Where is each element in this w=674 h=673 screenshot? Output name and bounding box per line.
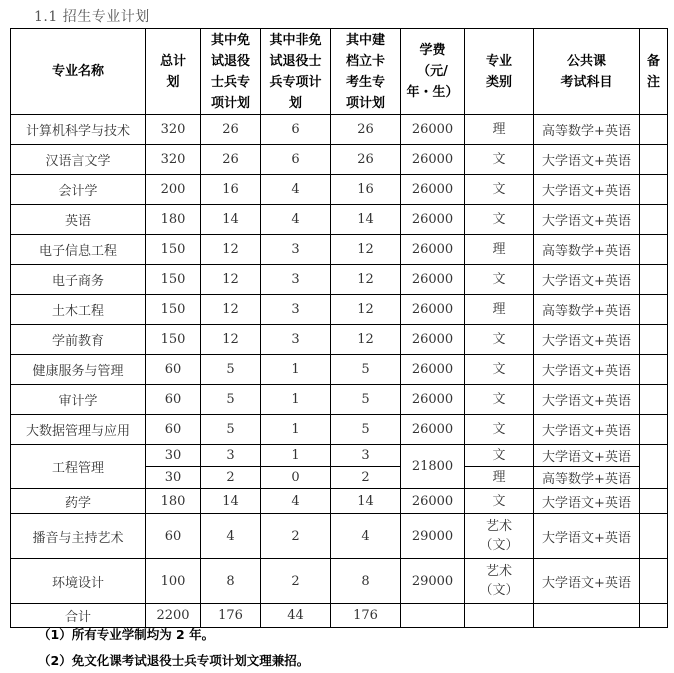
cell-subjects: 大学语文+英语 [534,559,640,604]
cell-exempt: 26 [201,115,261,145]
cell-subjects: 大学语文+英语 [534,175,640,205]
header-subjects: 公共课 考试科目 [534,29,640,115]
cell-category: 文 [465,355,534,385]
cell-subjects: 高等数学+英语 [534,467,640,489]
cell-remark [640,175,668,205]
cell-subjects: 大学语文+英语 [534,325,640,355]
cell-subjects: 高等数学+英语 [534,115,640,145]
cell-total: 320 [146,115,201,145]
cell-total: 180 [146,205,201,235]
cell-poverty: 5 [331,355,401,385]
header-remark: 备 注 [640,29,668,115]
cell-fee: 26000 [401,385,465,415]
cell-total: 150 [146,325,201,355]
cell-subjects: 高等数学+英语 [534,295,640,325]
cell-poverty: 26 [331,115,401,145]
cell-nonexempt: 1 [261,445,331,467]
cell-major: 电子信息工程 [11,235,146,265]
cell-fee: 26000 [401,235,465,265]
cell-subjects: 大学语文+英语 [534,415,640,445]
cell-poverty: 26 [331,145,401,175]
cell-subjects: 大学语文+英语 [534,355,640,385]
table-row [11,559,668,604]
cell-major: 计算机科学与技术 [11,115,146,145]
table-total-row [11,604,668,628]
cell-nonexempt: 6 [261,115,331,145]
cell-major: 汉语言文学 [11,145,146,175]
cell-exempt: 5 [201,355,261,385]
cell-remark [640,355,668,385]
cell-exempt: 12 [201,235,261,265]
cell-nonexempt: 1 [261,385,331,415]
cell-major: 土木工程 [11,295,146,325]
table-row [11,445,668,467]
cell-category: 文 [465,415,534,445]
cell-remark [640,205,668,235]
cell-poverty: 14 [331,489,401,514]
cell-category: 理 [465,467,534,489]
cell-category: 文 [465,385,534,415]
cell-poverty: 5 [331,385,401,415]
cell-nonexempt: 3 [261,265,331,295]
cell-total: 150 [146,265,201,295]
cell-subjects [534,604,640,628]
cell-major: 会计学 [11,175,146,205]
cell-major: 大数据管理与应用 [11,415,146,445]
cell-nonexempt: 1 [261,415,331,445]
cell-exempt: 26 [201,145,261,175]
cell-category: 文 [465,489,534,514]
cell-remark [640,325,668,355]
cell-fee [401,604,465,628]
header-major: 专业名称 [11,29,146,115]
cell-total-label: 合计 [11,604,146,628]
table-row [11,325,668,355]
cell-poverty: 12 [331,295,401,325]
table-row [11,415,668,445]
cell-total: 60 [146,415,201,445]
header-total: 总计 划 [146,29,201,115]
cell-remark [640,489,668,514]
cell-fee: 26000 [401,205,465,235]
cell-nonexempt: 6 [261,145,331,175]
cell-remark [640,235,668,265]
table-row [11,235,668,265]
cell-remark [640,385,668,415]
cell-total: 100 [146,559,201,604]
cell-category: 文 [465,145,534,175]
cell-fee: 26000 [401,175,465,205]
enrollment-plan-table [10,28,668,628]
cell-category: 理 [465,235,534,265]
cell-fee: 29000 [401,559,465,604]
cell-remark [640,559,668,604]
cell-category: 文 [465,265,534,295]
page-title: 1.1 招生专业计划 [34,9,150,25]
cell-nonexempt: 1 [261,355,331,385]
cell-nonexempt: 3 [261,235,331,265]
cell-total: 60 [146,355,201,385]
cell-remark [640,415,668,445]
cell-remark [640,295,668,325]
cell-major: 健康服务与管理 [11,355,146,385]
cell-poverty: 2 [331,467,401,489]
cell-major: 药学 [11,489,146,514]
table-row [11,295,668,325]
cell-category: 理 [465,295,534,325]
cell-category: 艺术 （文） [465,559,534,604]
cell-nonexempt: 4 [261,489,331,514]
cell-subjects: 大学语文+英语 [534,385,640,415]
cell-total: 60 [146,514,201,559]
cell-poverty: 4 [331,514,401,559]
cell-total: 150 [146,235,201,265]
cell-exempt: 2 [201,467,261,489]
cell-remark [640,145,668,175]
cell-category [465,604,534,628]
cell-exempt: 14 [201,205,261,235]
cell-exempt: 12 [201,265,261,295]
cell-fee: 26000 [401,265,465,295]
cell-exempt: 8 [201,559,261,604]
cell-nonexempt: 44 [261,604,331,628]
cell-nonexempt: 3 [261,325,331,355]
cell-total: 150 [146,295,201,325]
cell-remark [640,445,668,489]
cell-total: 30 [146,445,201,467]
cell-exempt: 5 [201,385,261,415]
table-row [11,355,668,385]
header-poverty: 其中建 档立卡 考生专 项计划 [331,29,401,115]
cell-nonexempt: 4 [261,175,331,205]
cell-exempt: 176 [201,604,261,628]
cell-exempt: 12 [201,295,261,325]
cell-major: 英语 [11,205,146,235]
header-fee: 学费 （元/ 年・生） [401,29,465,115]
cell-exempt: 5 [201,415,261,445]
cell-total: 200 [146,175,201,205]
cell-poverty: 16 [331,175,401,205]
cell-total: 2200 [146,604,201,628]
cell-poverty: 12 [331,325,401,355]
table-header-row [11,29,668,115]
cell-nonexempt: 3 [261,295,331,325]
table-row [11,489,668,514]
table-row [11,115,668,145]
table-row [11,385,668,415]
cell-category: 文 [465,445,534,467]
cell-remark [640,265,668,295]
cell-major: 审计学 [11,385,146,415]
cell-poverty: 5 [331,415,401,445]
cell-fee: 26000 [401,415,465,445]
cell-exempt: 14 [201,489,261,514]
table-row [11,265,668,295]
cell-subjects: 大学语文+英语 [534,514,640,559]
cell-category: 艺术 （文） [465,514,534,559]
cell-subjects: 大学语文+英语 [534,265,640,295]
cell-exempt: 4 [201,514,261,559]
cell-major: 环境设计 [11,559,146,604]
table-row [11,514,668,559]
cell-fee: 26000 [401,115,465,145]
cell-major: 学前教育 [11,325,146,355]
cell-exempt: 3 [201,445,261,467]
cell-subjects: 大学语文+英语 [534,445,640,467]
cell-total: 60 [146,385,201,415]
cell-major: 电子商务 [11,265,146,295]
note-enrollment: （2）免文化课考试退役士兵专项计划文理兼招。 [38,653,310,668]
header-nonexempt: 其中非免 试退役士 兵专项计 划 [261,29,331,115]
cell-fee: 26000 [401,355,465,385]
cell-category: 文 [465,175,534,205]
cell-poverty: 3 [331,445,401,467]
cell-subjects: 大学语文+英语 [534,489,640,514]
cell-category: 文 [465,205,534,235]
cell-subjects: 大学语文+英语 [534,205,640,235]
cell-fee: 29000 [401,514,465,559]
cell-remark [640,604,668,628]
cell-fee: 26000 [401,145,465,175]
cell-total: 180 [146,489,201,514]
cell-total: 30 [146,467,201,489]
cell-subjects: 高等数学+英语 [534,235,640,265]
cell-exempt: 16 [201,175,261,205]
cell-nonexempt: 4 [261,205,331,235]
header-exempt: 其中免 试退役 士兵专 项计划 [201,29,261,115]
cell-category: 理 [465,115,534,145]
cell-remark [640,514,668,559]
cell-poverty: 12 [331,235,401,265]
cell-fee: 21800 [401,445,465,489]
cell-category: 文 [465,325,534,355]
cell-fee: 26000 [401,295,465,325]
table-row [11,145,668,175]
cell-fee: 26000 [401,489,465,514]
cell-fee: 26000 [401,325,465,355]
cell-exempt: 12 [201,325,261,355]
table-row [11,205,668,235]
cell-poverty: 12 [331,265,401,295]
cell-poverty: 8 [331,559,401,604]
cell-total: 320 [146,145,201,175]
cell-major: 播音与主持艺术 [11,514,146,559]
cell-poverty: 176 [331,604,401,628]
header-category: 专业 类别 [465,29,534,115]
note-duration: （1）所有专业学制均为 2 年。 [38,627,215,642]
table-row [11,175,668,205]
cell-subjects: 大学语文+英语 [534,145,640,175]
cell-major: 工程管理 [11,445,146,489]
cell-remark [640,115,668,145]
cell-nonexempt: 2 [261,514,331,559]
cell-nonexempt: 0 [261,467,331,489]
cell-poverty: 14 [331,205,401,235]
cell-nonexempt: 2 [261,559,331,604]
